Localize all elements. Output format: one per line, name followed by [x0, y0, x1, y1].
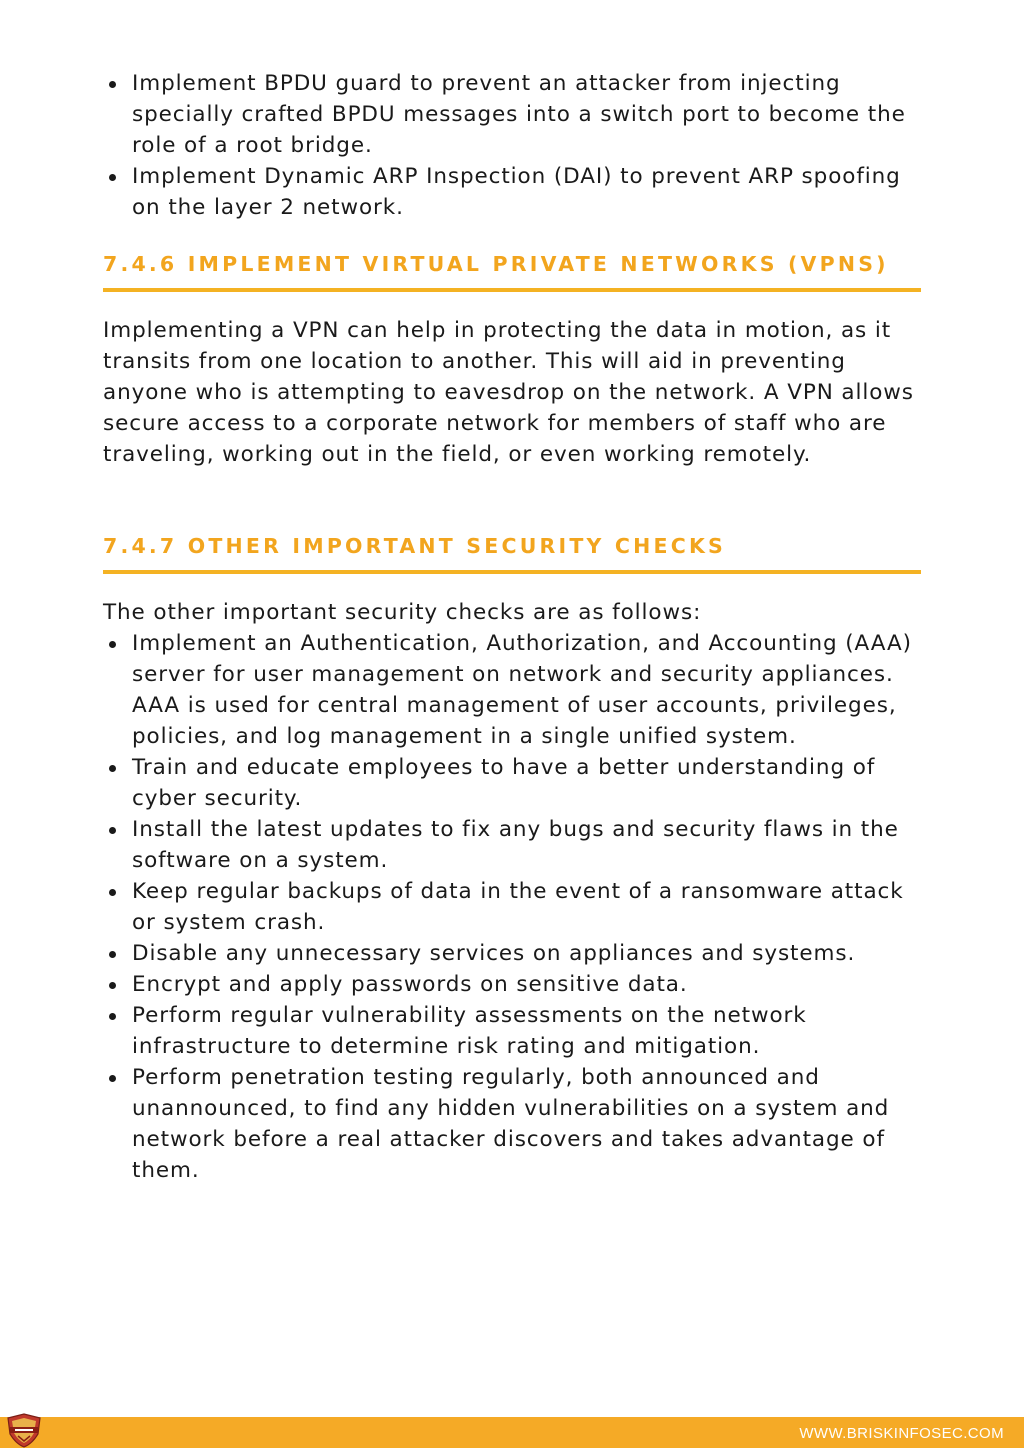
section-intro: The other important security checks are as follows:	[103, 600, 702, 625]
list-item: Encrypt and apply passwords on sensitive data.	[103, 969, 933, 1000]
list-item: Perform regular vulnerability assessments on the network infrastructure to determine risk rating and mitigation.	[103, 1000, 933, 1062]
security-checks-list	[103, 628, 933, 1186]
list-item: Implement an Authentication, Authorization, and Accounting (AAA) server for user management on network and security appliances. AAA is used for central management of user accounts, privileges, policies, and log management in a single unified system.	[103, 628, 933, 752]
list-item: Implement Dynamic ARP Inspection (DAI) to prevent ARP spoofing on the layer 2 network.	[103, 161, 933, 223]
list-item: Implement BPDU guard to prevent an attacker from injecting specially crafted BPDU messages into a switch port to become the role of a root bridge.	[103, 68, 933, 161]
list-item: Disable any unnecessary services on appliances and systems.	[103, 938, 933, 969]
section-heading-vpn: 7.4.6 IMPLEMENT VIRTUAL PRIVATE NETWORKS (VPNS)	[103, 252, 889, 276]
brisk-infosec-logo-icon	[4, 1412, 44, 1448]
list-item: Perform penetration testing regularly, both announced and unannounced, to find any hidden vulnerabilities on a system and network before a real attacker discovers and takes advantage of them.	[103, 1062, 933, 1186]
section-security-checks	[103, 531, 933, 1186]
heading-divider	[103, 570, 921, 574]
top-bullet-list	[103, 68, 933, 223]
section-heading-security-checks: 7.4.7 OTHER IMPORTANT SECURITY CHECKS	[103, 534, 727, 558]
section-vpn	[103, 249, 933, 470]
list-item: Install the latest updates to fix any bugs and security flaws in the software on a system.	[103, 814, 933, 876]
heading-divider	[103, 288, 921, 292]
footer-url[interactable]: WWW.BRISKINFOSEC.COM	[799, 1425, 1004, 1442]
list-item: Train and educate employees to have a better understanding of cyber security.	[103, 752, 933, 814]
footer-bar	[0, 1417, 1024, 1448]
document-body	[103, 68, 933, 1186]
list-item: Keep regular backups of data in the event of a ransomware attack or system crash.	[103, 876, 933, 938]
section-paragraph-vpn: Implementing a VPN can help in protecting the data in motion, as it transits from one location to another. This will aid in preventing anyone who is attempting to eavesdrop on the network. A VPN allows secure access to a corporate network for members of staff who are traveling, working out in the field, or even working remotely.	[103, 318, 914, 467]
